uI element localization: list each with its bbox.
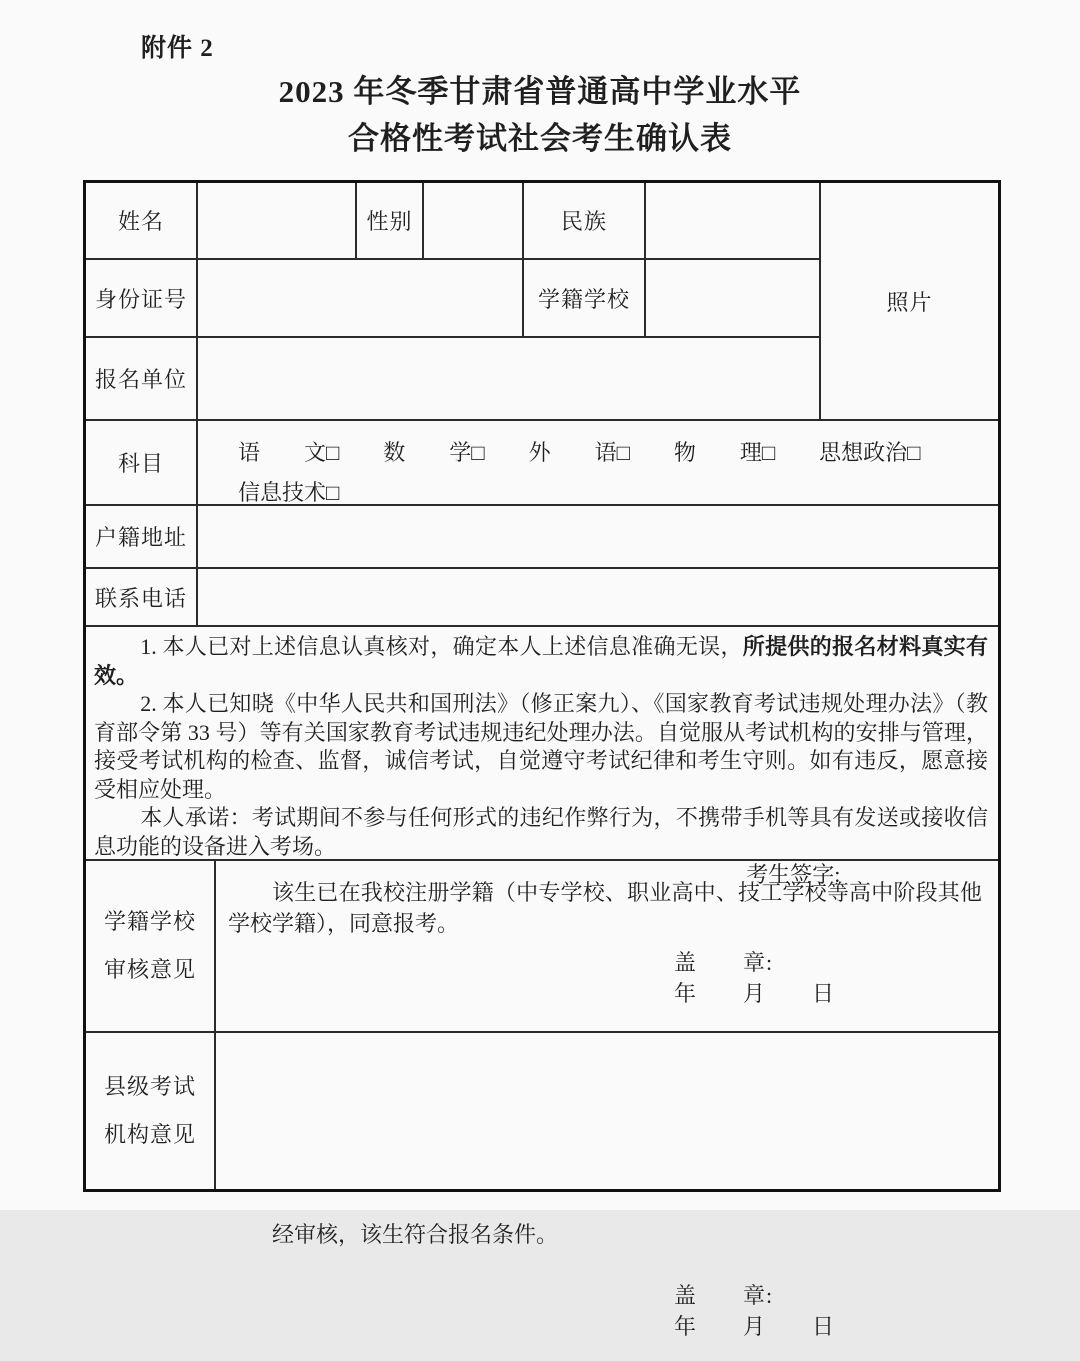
school-review-seal-label: 盖 章: xyxy=(674,950,774,975)
school-label: 学籍学校 xyxy=(524,260,646,338)
form-title-line2: 合格性考试社会考生确认表 xyxy=(348,121,732,156)
attachment-label: 附件 2 xyxy=(141,35,214,62)
gender-input-cell xyxy=(424,183,524,260)
county-review-seal-block xyxy=(674,1280,982,1342)
name-label: 姓名 xyxy=(86,183,198,260)
school-review-label: 学籍学校 审核意见 xyxy=(86,861,216,1033)
subjects-line2: 信息技术□ xyxy=(238,480,340,505)
subjects-line1: 语 文□ 数 学□ 外 语□ 物 理□ 思想政治□ xyxy=(238,440,921,465)
registration-unit-input-cell xyxy=(198,338,821,421)
school-input-cell xyxy=(646,260,821,338)
form-title xyxy=(0,68,1080,162)
gender-label: 性别 xyxy=(357,183,424,260)
confirmation-form-table xyxy=(83,180,1001,1339)
name-input-cell xyxy=(198,183,357,260)
declaration-item2: 2. 本人已知晓《中华人民共和国刑法》（修正案九）、《国家教育考试违规处理办法》（教育部令第 33 号）等有关国家教育考试违规违纪处理办法。自觉服从考试机构的安排与管理，接受考试机构的检查、监督，诚信考试，自觉遵守考试纪律和考生守则。如有违反，愿意接受相应处理。 xyxy=(94,691,988,802)
county-review-content-cell xyxy=(216,1205,998,1361)
county-review-text: 经审核，该生符合报名条件。 xyxy=(272,1222,559,1247)
id-number-label: 身份证号 xyxy=(86,260,198,338)
phone-input-cell xyxy=(198,569,998,627)
ethnicity-label: 民族 xyxy=(524,183,646,260)
declaration-block xyxy=(86,627,998,887)
county-review-label: 县级考试 机构意见 xyxy=(86,1033,216,1189)
photo-cell: 照片 xyxy=(821,183,998,421)
declaration-item1-bold: 所提供的报名材料真实有效。 xyxy=(94,634,988,688)
ethnicity-input-cell xyxy=(646,183,821,260)
id-number-input-cell xyxy=(198,260,524,338)
address-input-cell xyxy=(198,506,998,569)
school-review-content-cell xyxy=(216,861,998,1033)
county-review-seal-label: 盖 章: xyxy=(674,1283,774,1308)
address-label: 户籍地址 xyxy=(86,506,198,569)
subjects-label: 科目 xyxy=(86,421,198,506)
declaration-promise: 本人承诺：考试期间不参与任何形式的违纪作弊行为，不携带手机等具有发送或接收信息功能的设备进入考场。 xyxy=(94,805,988,859)
candidate-signature-label: 考生签字: xyxy=(746,862,841,887)
school-review-date-label: 年 月 日 xyxy=(674,981,836,1006)
registration-unit-label: 报名单位 xyxy=(86,338,198,421)
subjects-checkbox-cell xyxy=(198,421,998,506)
form-title-line1: 2023 年冬季甘肃省普通高中学业水平 xyxy=(278,74,802,109)
phone-label: 联系电话 xyxy=(86,569,198,627)
school-review-text: 该生已在我校注册学籍（中专学校、职业高中、技工学校等高中阶段其他学校学籍），同意报考。 xyxy=(228,880,982,936)
declaration-item1: 1. 本人已对上述信息认真核对，确定本人上述信息准确无误，所提供的报名材料真实有效。 xyxy=(94,634,988,688)
school-review-seal-block xyxy=(674,947,982,1009)
county-review-date-label: 年 月 日 xyxy=(674,1314,836,1339)
